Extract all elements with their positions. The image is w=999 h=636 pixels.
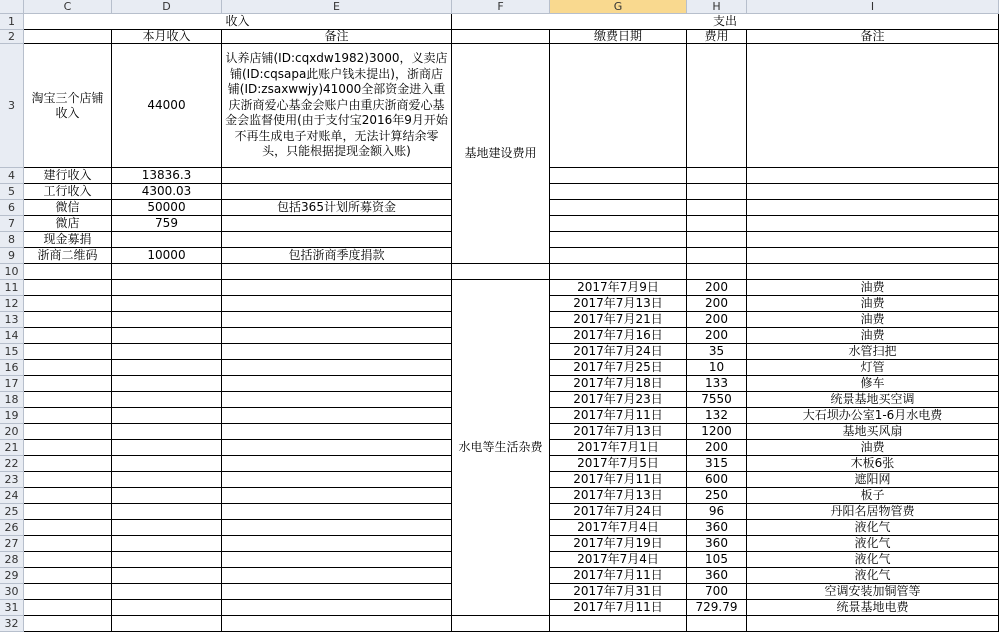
expense-date[interactable]: 2017年7月5日 (550, 456, 687, 472)
empty-cell[interactable] (687, 216, 747, 232)
expense-date[interactable]: 2017年7月1日 (550, 440, 687, 456)
empty-cell[interactable] (687, 184, 747, 200)
expense-date[interactable]: 2017年7月23日 (550, 392, 687, 408)
row-header-8[interactable]: 8 (0, 232, 24, 248)
empty-cell[interactable] (24, 392, 112, 408)
expense-date[interactable]: 2017年7月11日 (550, 600, 687, 616)
empty-cell[interactable] (550, 248, 687, 264)
expense-cost[interactable]: 7550 (687, 392, 747, 408)
row-header-19[interactable]: 19 (0, 408, 24, 424)
empty-cell[interactable] (24, 536, 112, 552)
empty-cell[interactable] (112, 392, 222, 408)
empty-cell[interactable] (550, 44, 687, 168)
empty-cell[interactable] (24, 472, 112, 488)
expense-note[interactable]: 空调安装加铜管等 (747, 584, 999, 600)
expense-cost[interactable]: 360 (687, 536, 747, 552)
expense-cost[interactable]: 600 (687, 472, 747, 488)
empty-cell[interactable] (24, 616, 112, 632)
row-header-23[interactable]: 23 (0, 472, 24, 488)
empty-cell[interactable] (747, 168, 999, 184)
empty-cell[interactable] (112, 504, 222, 520)
expense-cost[interactable]: 729.79 (687, 600, 747, 616)
empty-cell[interactable] (222, 504, 452, 520)
expense-cost[interactable]: 200 (687, 312, 747, 328)
row-header-27[interactable]: 27 (0, 536, 24, 552)
empty-cell[interactable] (747, 200, 999, 216)
income-label[interactable]: 工行收入 (24, 184, 112, 200)
row-header-28[interactable]: 28 (0, 552, 24, 568)
expense-note[interactable]: 基地买风扇 (747, 424, 999, 440)
empty-cell[interactable] (24, 488, 112, 504)
row-header-18[interactable]: 18 (0, 392, 24, 408)
empty-cell[interactable] (112, 456, 222, 472)
column-header-f[interactable]: F (452, 0, 550, 14)
empty-cell[interactable] (222, 600, 452, 616)
empty-cell[interactable] (452, 616, 550, 632)
income-label[interactable]: 微店 (24, 216, 112, 232)
empty-cell[interactable] (222, 584, 452, 600)
empty-cell[interactable] (222, 344, 452, 360)
expense-note[interactable]: 修车 (747, 376, 999, 392)
pay-date-header[interactable]: 缴费日期 (550, 30, 687, 44)
empty-cell[interactable] (112, 440, 222, 456)
expense-date[interactable]: 2017年7月24日 (550, 344, 687, 360)
expense-date[interactable]: 2017年7月19日 (550, 536, 687, 552)
expense-date[interactable]: 2017年7月31日 (550, 584, 687, 600)
expense-date[interactable]: 2017年7月21日 (550, 312, 687, 328)
empty-cell[interactable] (24, 552, 112, 568)
expense-note[interactable]: 油费 (747, 296, 999, 312)
empty-cell[interactable] (24, 520, 112, 536)
empty-cell[interactable] (222, 440, 452, 456)
income-label[interactable]: 建行收入 (24, 168, 112, 184)
row-header-16[interactable]: 16 (0, 360, 24, 376)
select-all-corner[interactable] (0, 0, 24, 14)
row-header-10[interactable]: 10 (0, 264, 24, 280)
empty-cell[interactable] (222, 552, 452, 568)
income-note[interactable] (222, 184, 452, 200)
income-amount[interactable]: 759 (112, 216, 222, 232)
expense-date[interactable]: 2017年7月9日 (550, 280, 687, 296)
empty-cell[interactable] (112, 296, 222, 312)
row-header-22[interactable]: 22 (0, 456, 24, 472)
expense-note[interactable]: 液化气 (747, 568, 999, 584)
income-label[interactable]: 浙商二维码 (24, 248, 112, 264)
row-header-4[interactable]: 4 (0, 168, 24, 184)
empty-cell[interactable] (550, 216, 687, 232)
row-header-2[interactable]: 2 (0, 30, 24, 44)
empty-cell[interactable] (112, 600, 222, 616)
row-header-21[interactable]: 21 (0, 440, 24, 456)
empty-cell[interactable] (112, 520, 222, 536)
expense-date[interactable]: 2017年7月11日 (550, 472, 687, 488)
empty-cell[interactable] (24, 264, 112, 280)
expense-cost[interactable]: 200 (687, 280, 747, 296)
expense-date[interactable]: 2017年7月4日 (550, 520, 687, 536)
empty-cell[interactable] (687, 232, 747, 248)
income-note[interactable]: 认养店铺(ID:cqxdw1982)3000，义卖店铺(ID:cqsapa此账户钱未提出)，浙商店铺(ID:zsaxwwjy)41000全部资金进入重庆浙商爱心基金会账户由重庆浙商爱心基金会监督使用(由于支付宝2016年9月开始不再生成电子对账单，无法计算结余零头，只能根据提现金额入账) (222, 44, 452, 168)
income-note[interactable] (222, 216, 452, 232)
row-header-26[interactable]: 26 (0, 520, 24, 536)
row-header-6[interactable]: 6 (0, 200, 24, 216)
expense-header[interactable]: 支出 (452, 14, 999, 30)
empty-cell[interactable] (112, 312, 222, 328)
expense-cost[interactable]: 200 (687, 440, 747, 456)
expense-date[interactable]: 2017年7月4日 (550, 552, 687, 568)
row-header-12[interactable]: 12 (0, 296, 24, 312)
expense-note[interactable]: 统景基地买空调 (747, 392, 999, 408)
empty-cell[interactable] (222, 264, 452, 280)
empty-cell[interactable] (112, 280, 222, 296)
expense-date[interactable]: 2017年7月13日 (550, 488, 687, 504)
empty-cell[interactable] (112, 488, 222, 504)
empty-cell[interactable] (112, 328, 222, 344)
expense-date[interactable]: 2017年7月13日 (550, 296, 687, 312)
expense-note[interactable]: 灯管 (747, 360, 999, 376)
empty-cell[interactable] (550, 168, 687, 184)
empty-cell[interactable] (222, 280, 452, 296)
empty-cell[interactable] (112, 360, 222, 376)
expense-date[interactable]: 2017年7月11日 (550, 408, 687, 424)
empty-cell[interactable] (24, 408, 112, 424)
empty-cell[interactable] (550, 264, 687, 280)
empty-cell[interactable] (222, 408, 452, 424)
empty-cell[interactable] (24, 440, 112, 456)
income-amount[interactable]: 44000 (112, 44, 222, 168)
expense-note[interactable]: 木板6张 (747, 456, 999, 472)
empty-cell[interactable] (24, 600, 112, 616)
column-header-c[interactable]: C (24, 0, 112, 14)
row-header-29[interactable]: 29 (0, 568, 24, 584)
empty-cell[interactable] (222, 456, 452, 472)
expense-note[interactable]: 油费 (747, 280, 999, 296)
expense-note[interactable]: 液化气 (747, 552, 999, 568)
column-header-e[interactable]: E (222, 0, 452, 14)
empty-cell[interactable] (112, 616, 222, 632)
column-header-g[interactable]: G (550, 0, 687, 14)
expense-note[interactable]: 板子 (747, 488, 999, 504)
empty-cell[interactable] (112, 568, 222, 584)
column-header-h[interactable]: H (687, 0, 747, 14)
income-note[interactable]: 包括浙商季度捐款 (222, 248, 452, 264)
expense-cost[interactable]: 96 (687, 504, 747, 520)
expense-note[interactable]: 统景基地电费 (747, 600, 999, 616)
row-header-25[interactable]: 25 (0, 504, 24, 520)
empty-cell[interactable] (687, 248, 747, 264)
expense-cost[interactable]: 200 (687, 328, 747, 344)
empty-cell[interactable] (222, 424, 452, 440)
empty-cell[interactable] (112, 424, 222, 440)
row-header-32[interactable]: 32 (0, 616, 24, 632)
empty-cell[interactable] (222, 536, 452, 552)
expense-date[interactable]: 2017年7月18日 (550, 376, 687, 392)
row-header-20[interactable]: 20 (0, 424, 24, 440)
column-header-i[interactable]: I (747, 0, 999, 14)
expense-note[interactable]: 大石坝办公室1-6月水电费 (747, 408, 999, 424)
row-header-7[interactable]: 7 (0, 216, 24, 232)
empty-cell[interactable] (747, 216, 999, 232)
expense-cost[interactable]: 360 (687, 520, 747, 536)
expense-note[interactable]: 油费 (747, 312, 999, 328)
empty-cell[interactable] (747, 184, 999, 200)
empty-cell[interactable] (222, 392, 452, 408)
row-header-9[interactable]: 9 (0, 248, 24, 264)
income-note[interactable]: 包括365计划所募资金 (222, 200, 452, 216)
empty-cell[interactable] (24, 424, 112, 440)
empty-cell[interactable] (24, 504, 112, 520)
income-header[interactable]: 收入 (24, 14, 452, 30)
income-note[interactable] (222, 168, 452, 184)
empty-cell[interactable] (24, 328, 112, 344)
empty-cell[interactable] (112, 472, 222, 488)
expense-date[interactable]: 2017年7月13日 (550, 424, 687, 440)
empty-cell[interactable] (687, 200, 747, 216)
empty-cell[interactable] (222, 520, 452, 536)
row-header-17[interactable]: 17 (0, 376, 24, 392)
empty-cell[interactable] (112, 552, 222, 568)
empty-cell[interactable] (222, 488, 452, 504)
row-header-15[interactable]: 15 (0, 344, 24, 360)
expense-cost[interactable]: 315 (687, 456, 747, 472)
row-header-1[interactable]: 1 (0, 14, 24, 30)
expense-date[interactable]: 2017年7月11日 (550, 568, 687, 584)
expense-note[interactable]: 遮阳网 (747, 472, 999, 488)
income-amount[interactable] (112, 232, 222, 248)
empty-cell[interactable] (747, 264, 999, 280)
empty-cell[interactable] (112, 584, 222, 600)
expense-note[interactable]: 液化气 (747, 536, 999, 552)
empty-cell[interactable] (24, 312, 112, 328)
expense-cost[interactable]: 105 (687, 552, 747, 568)
empty-cell[interactable] (222, 328, 452, 344)
expense-cost[interactable]: 700 (687, 584, 747, 600)
expense-cost[interactable]: 360 (687, 568, 747, 584)
empty-cell[interactable] (24, 360, 112, 376)
cost-header[interactable]: 费用 (687, 30, 747, 44)
empty-cell[interactable] (24, 280, 112, 296)
empty-cell[interactable] (687, 264, 747, 280)
empty-cell[interactable] (112, 344, 222, 360)
expense-date[interactable]: 2017年7月24日 (550, 504, 687, 520)
income-label[interactable]: 淘宝三个店铺收入 (24, 44, 112, 168)
row-header-11[interactable]: 11 (0, 280, 24, 296)
expense-cost[interactable]: 250 (687, 488, 747, 504)
expense-cost[interactable]: 1200 (687, 424, 747, 440)
empty-cell[interactable] (550, 232, 687, 248)
income-label[interactable]: 现金募捐 (24, 232, 112, 248)
remark-header[interactable]: 备注 (222, 30, 452, 44)
expense-note[interactable]: 丹阳名居物管费 (747, 504, 999, 520)
expense-note[interactable]: 油费 (747, 440, 999, 456)
row-header-5[interactable]: 5 (0, 184, 24, 200)
expense-cost[interactable]: 35 (687, 344, 747, 360)
empty-cell[interactable] (687, 168, 747, 184)
empty-cell[interactable] (550, 200, 687, 216)
empty-cell[interactable] (687, 44, 747, 168)
expense-cost[interactable]: 10 (687, 360, 747, 376)
empty-cell[interactable] (24, 344, 112, 360)
empty-cell[interactable] (747, 248, 999, 264)
empty-cell[interactable] (222, 376, 452, 392)
income-label[interactable]: 微信 (24, 200, 112, 216)
income-note[interactable] (222, 232, 452, 248)
empty-cell[interactable] (24, 296, 112, 312)
empty-cell[interactable] (747, 232, 999, 248)
cell-f2[interactable] (452, 30, 550, 44)
row-header-13[interactable]: 13 (0, 312, 24, 328)
row-header-3[interactable]: 3 (0, 44, 24, 168)
empty-cell[interactable] (222, 472, 452, 488)
empty-cell[interactable] (112, 536, 222, 552)
expense-note[interactable]: 水管扫把 (747, 344, 999, 360)
empty-cell[interactable] (24, 456, 112, 472)
row-header-24[interactable]: 24 (0, 488, 24, 504)
empty-cell[interactable] (24, 568, 112, 584)
empty-cell[interactable] (550, 616, 687, 632)
column-header-d[interactable]: D (112, 0, 222, 14)
expense-cost[interactable]: 133 (687, 376, 747, 392)
row-header-31[interactable]: 31 (0, 600, 24, 616)
empty-cell[interactable] (747, 44, 999, 168)
empty-cell[interactable] (112, 376, 222, 392)
expense-category-living[interactable]: 水电等生活杂费 (452, 280, 550, 616)
empty-cell[interactable] (222, 568, 452, 584)
expense-cost[interactable]: 200 (687, 296, 747, 312)
income-amount[interactable]: 10000 (112, 248, 222, 264)
empty-cell[interactable] (112, 408, 222, 424)
expense-category-base[interactable]: 基地建设费用 (452, 44, 550, 264)
row-header-14[interactable]: 14 (0, 328, 24, 344)
empty-cell[interactable] (24, 584, 112, 600)
remark2-header[interactable]: 备注 (747, 30, 999, 44)
income-amount[interactable]: 50000 (112, 200, 222, 216)
empty-cell[interactable] (222, 360, 452, 376)
expense-cost[interactable]: 132 (687, 408, 747, 424)
expense-note[interactable]: 油费 (747, 328, 999, 344)
empty-cell[interactable] (747, 616, 999, 632)
income-amount[interactable]: 4300.03 (112, 184, 222, 200)
empty-cell[interactable] (687, 616, 747, 632)
empty-cell[interactable] (222, 296, 452, 312)
empty-cell[interactable] (112, 264, 222, 280)
month-income-header[interactable]: 本月收入 (112, 30, 222, 44)
empty-cell[interactable] (222, 312, 452, 328)
cell-c2[interactable] (24, 30, 112, 44)
expense-note[interactable]: 液化气 (747, 520, 999, 536)
expense-date[interactable]: 2017年7月25日 (550, 360, 687, 376)
row-header-30[interactable]: 30 (0, 584, 24, 600)
income-amount[interactable]: 13836.3 (112, 168, 222, 184)
expense-date[interactable]: 2017年7月16日 (550, 328, 687, 344)
empty-cell[interactable] (452, 264, 550, 280)
empty-cell[interactable] (222, 616, 452, 632)
empty-cell[interactable] (24, 376, 112, 392)
empty-cell[interactable] (550, 184, 687, 200)
